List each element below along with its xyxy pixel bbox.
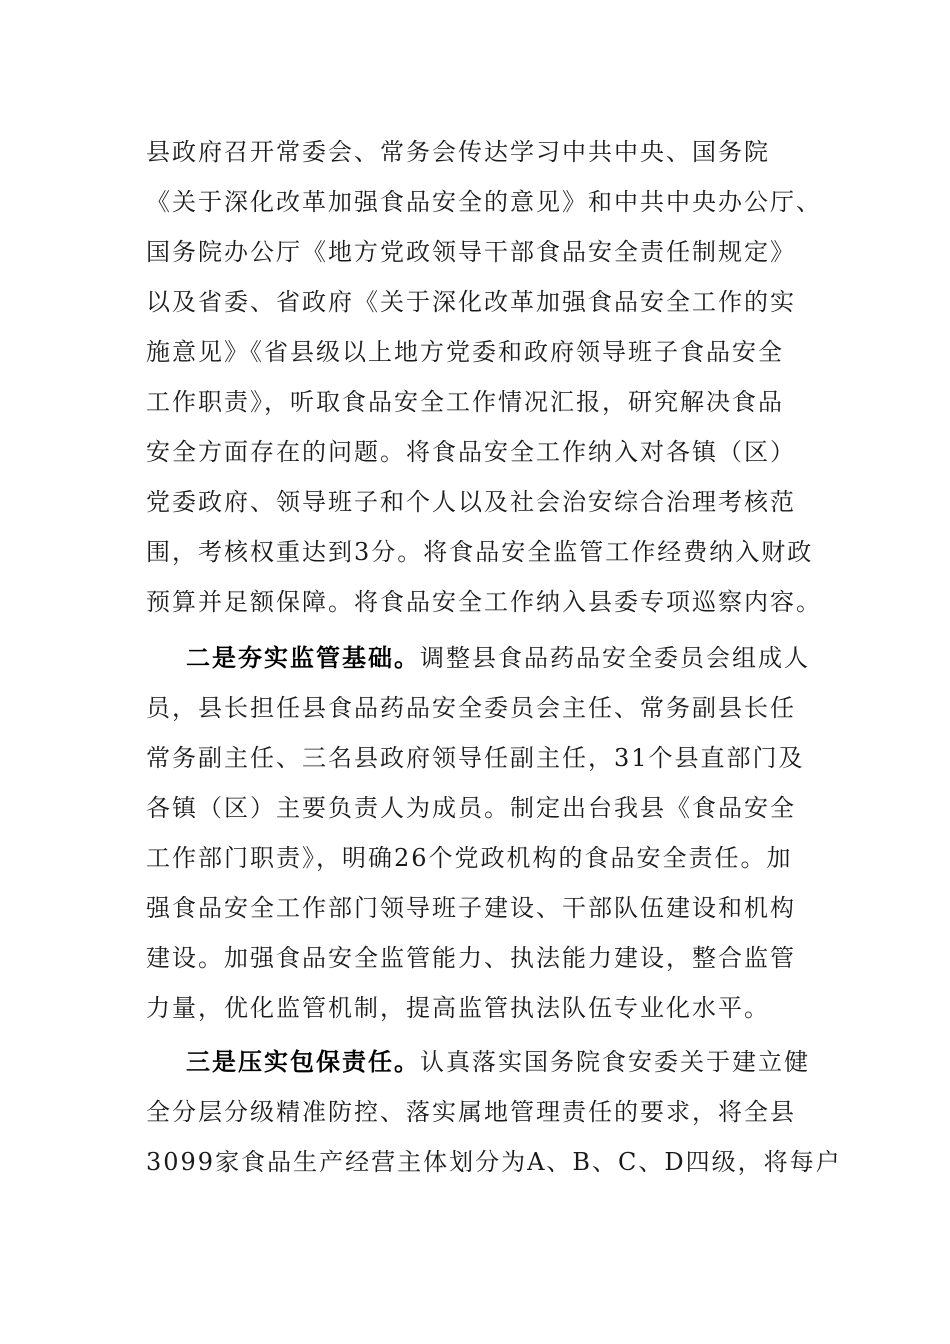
paragraph-line: 员，县长担任县食品药品安全委员会主任、常务副县长任 [146,694,796,722]
paragraph-line: 强食品安全工作部门领导班子建设、干部队伍建设和机构 [146,894,796,922]
paragraph-first-line [146,633,810,683]
paragraph-line: 工作职责》，听取食品安全工作情况汇报，研究解决食品 [146,388,784,416]
paragraph-line: 以及省委、省政府《关于深化改革加强食品安全工作的实 [146,288,796,316]
paragraph-line: 工作部门职责》，明确26个党政机构的食品安全责任。加 [146,844,793,872]
paragraph-line: 各镇（区）主要负责人为成员。制定出台我县《食品安全 [146,794,796,822]
paragraph-line: 预算并足额保障。将食品安全工作纳入县委专项巡察内容。 [146,588,822,616]
paragraph-line: 安全方面存在的问题。将食品安全工作纳入对各镇（区） [146,438,796,466]
paragraph-line: 围，考核权重达到3分。将食品安全监管工作经费纳入财政 [146,538,814,566]
paragraph-line: 3099家食品生产经营主体划分为A、B、C、D四级，将每户 [146,1148,842,1176]
paragraph-line: 全分层分级精准防控、落实属地管理责任的要求，将全县 [146,1098,796,1126]
paragraph-line: 建设。加强食品安全监管能力、执法能力建设，整合监管 [146,944,796,972]
paragraph-line: 县政府召开常委会、常务会传达学习中共中央、国务院 [146,138,770,166]
paragraph-line: 力量，优化监管机制，提高监管执法队伍专业化水平。 [146,994,770,1022]
paragraph-first-line-text: 调整县食品药品安全委员会组成人 [420,644,810,672]
paragraph-first-line [146,1037,810,1087]
paragraph-first-line-text: 认真落实国务院食安委关于建立健 [420,1048,810,1076]
paragraph-heading: 三是压实包保责任。 [186,1047,420,1076]
paragraph-line: 常务副主任、三名县政府领导任副主任，31个县直部门及 [146,744,805,772]
paragraph-line: 国务院办公厅《地方党政领导干部食品安全责任制规定》 [146,238,796,266]
paragraph-heading: 二是夯实监管基础。 [186,643,420,672]
paragraph-3 [146,1037,842,1187]
paragraph-1 [146,127,822,627]
paragraph-2 [146,633,810,1033]
paragraph-line: 施意见》《省县级以上地方党委和政府领导班子食品安全 [146,338,784,366]
paragraph-line: 《关于深化改革加强食品安全的意见》和中共中央办公厅、 [146,188,822,216]
paragraph-line: 党委政府、领导班子和个人以及社会治安综合治理考核范 [146,488,796,516]
